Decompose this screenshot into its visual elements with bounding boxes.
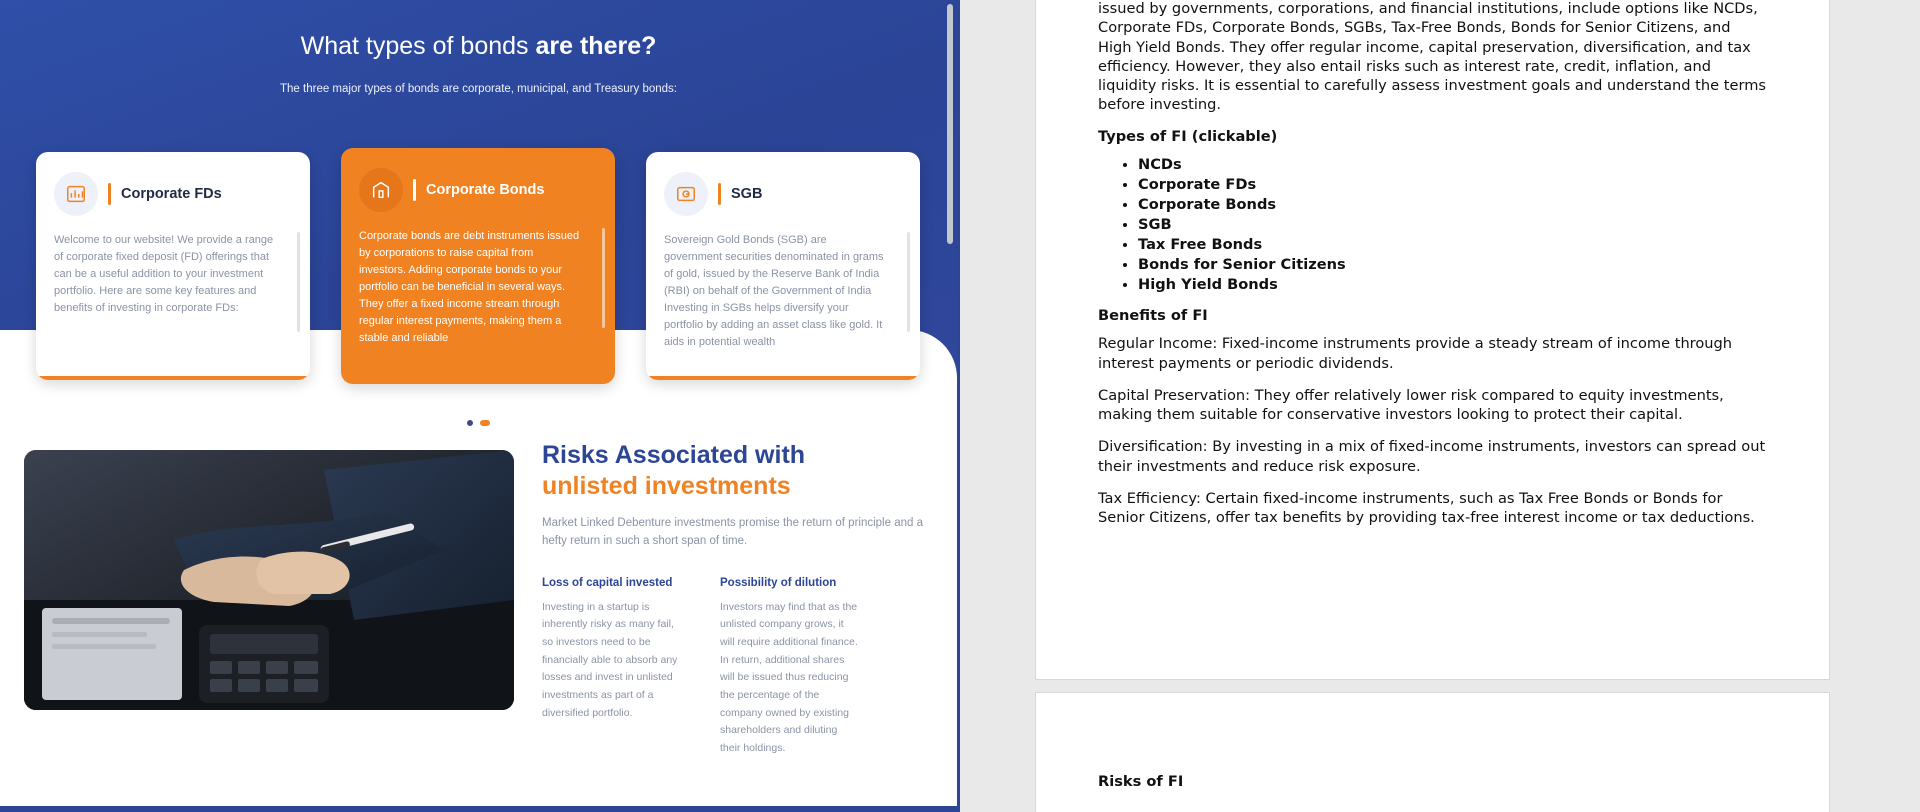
hero-title-bold: are there? bbox=[535, 32, 657, 60]
list-item[interactable]: • Corporate Bonds bbox=[1138, 195, 1767, 215]
risks-of-fi-heading: Risks of FI bbox=[1098, 773, 1184, 790]
risks-heading-line1: Risks Associated with bbox=[542, 441, 806, 469]
card-sgb[interactable] bbox=[646, 152, 920, 380]
list-item[interactable]: • Tax Free Bonds bbox=[1138, 235, 1767, 255]
risks-photo bbox=[24, 450, 514, 710]
risks-heading-line2: unlisted investments bbox=[542, 471, 791, 500]
accent-bar bbox=[718, 183, 721, 205]
card-corporate-fds[interactable] bbox=[36, 152, 310, 380]
benefit-paragraph: Regular Income: Fixed-income instruments provide a steady stream of income through interest payments or periodic dividends. bbox=[1098, 335, 1733, 372]
card-footer-strip bbox=[36, 376, 310, 380]
benefit-paragraph: Capital Preservation: They offer relatively lower risk compared to equity investments, making them suitable for conservative investors looking to protect their capital. bbox=[1098, 386, 1724, 424]
carousel-dots[interactable] bbox=[0, 420, 957, 426]
card-footer-strip bbox=[646, 376, 920, 380]
card-scrollbar[interactable] bbox=[907, 232, 910, 332]
types-of-fi-list bbox=[1098, 155, 1767, 296]
card-header bbox=[341, 148, 615, 212]
risks-text-block bbox=[542, 440, 942, 757]
card-header bbox=[646, 152, 920, 216]
preview-bottom-border bbox=[0, 806, 957, 812]
building-icon bbox=[359, 168, 403, 212]
card-body bbox=[646, 216, 920, 351]
card-title: SGB bbox=[731, 186, 763, 202]
list-item[interactable]: • SGB bbox=[1138, 215, 1767, 235]
card-header bbox=[36, 152, 310, 216]
risk-column-possibility-of-dilution bbox=[720, 577, 860, 758]
list-item[interactable]: • High Yield Bonds bbox=[1138, 275, 1767, 295]
benefits-of-fi-heading: Benefits of FI bbox=[1098, 307, 1208, 325]
accent-bar bbox=[413, 179, 416, 201]
document-page-2 bbox=[1035, 692, 1830, 812]
preview-scrollbar-thumb[interactable] bbox=[947, 4, 953, 244]
types-of-fi-heading: Types of FI (clickable) bbox=[1098, 127, 1278, 145]
risk-column-body: Investors may find that as the unlisted company grows, it will require additional finance. In return, additional shares will be issued thus reducing the percentage of the company owned by existing shareholders and diluting their holdings. bbox=[720, 600, 858, 754]
risk-column-title: Loss of capital invested bbox=[542, 576, 673, 589]
risks-intro-text: Market Linked Debenture investments promise the return of principle and a hefty return in such a short span of time. bbox=[542, 517, 923, 548]
carousel-dot-1[interactable] bbox=[467, 420, 473, 426]
list-item[interactable]: • Bonds for Senior Citizens bbox=[1138, 255, 1767, 275]
card-text: Sovereign Gold Bonds (SGB) are government securities denominated in grams of gold, issued by the Reserve Bank of India (RBI) on behalf of the Government of India Investing in SGBs helps diversify your portfolio by adding an asset class like gold. It aids in potential wealth bbox=[664, 234, 884, 349]
preview-scrollbar[interactable] bbox=[946, 0, 954, 812]
risk-column-title: Possibility of dilution bbox=[720, 576, 837, 589]
chart-bar-icon bbox=[54, 172, 98, 216]
card-corporate-bonds[interactable] bbox=[341, 148, 615, 384]
card-body bbox=[36, 216, 310, 317]
card-text: Welcome to our website! We provide a range of corporate fixed deposit (FD) offerings that can be a useful addition to your investment portfolio. Here are some key features and benefits of investing in corporate FDs: bbox=[54, 234, 274, 315]
risk-column-body: Investing in a startup is inherently risky as many fail, so investors need to be financially able to absorb any losses and invest in unlisted investments as part of a diversified portfolio. bbox=[542, 600, 678, 719]
card-text: Corporate bonds are debt instruments issued by corporations to raise capital from investors. Adding corporate bonds to your portfolio can be beneficial in several ways. They offer a fixed income stream through regular interest payments, making them a stable and reliable bbox=[359, 230, 580, 345]
carousel-dot-2-active[interactable] bbox=[480, 420, 490, 426]
list-item[interactable]: • NCDs bbox=[1138, 155, 1767, 175]
benefit-paragraph: Tax Efficiency: Certain fixed-income instruments, such as Tax Free Bonds or Bonds for Senior Citizens, offer tax benefits by providing tax-free interest income or tax deductions. bbox=[1098, 489, 1755, 527]
hero-title-plain: What types of bonds bbox=[300, 32, 536, 60]
card-title: Corporate Bonds bbox=[426, 182, 545, 198]
intro-paragraph: issued by governments, corporations, and financial institutions, include options like NCDs, Corporate FDs, Corporate Bonds, SGBs, Tax-Free Bonds, Bonds for Senior Citizens, and High Yield Bonds. They offer regular income, capital preservation, diversification, and tax efficiency. However, they also entail risks such as interest rate, credit, inflation, and liquidity risks. It is essential to carefully assess investment goals and understand the terms before investing. bbox=[1098, 0, 1767, 114]
card-scrollbar[interactable] bbox=[297, 232, 300, 332]
card-body bbox=[341, 212, 615, 347]
benefit-paragraph: Diversification: By investing in a mix of fixed-income instruments, investors can spread out their investments and reduce risk exposure. bbox=[1098, 438, 1766, 475]
hero-title bbox=[0, 32, 957, 61]
accent-bar bbox=[108, 183, 111, 205]
document-page-2-content bbox=[1036, 693, 1829, 790]
document-page-1-content bbox=[1036, 0, 1829, 527]
card-scrollbar[interactable] bbox=[602, 228, 605, 328]
list-item[interactable]: • Corporate FDs bbox=[1138, 175, 1767, 195]
gold-vault-icon bbox=[664, 172, 708, 216]
bond-type-cards bbox=[36, 152, 936, 402]
document-page-1 bbox=[1035, 0, 1830, 680]
document-pane bbox=[963, 0, 1920, 812]
risks-columns bbox=[542, 577, 942, 758]
risk-column-loss-of-capital bbox=[542, 577, 682, 758]
card-title: Corporate FDs bbox=[121, 186, 222, 202]
hero-subtitle: The three major types of bonds are corporate, municipal, and Treasury bonds: bbox=[280, 83, 677, 95]
